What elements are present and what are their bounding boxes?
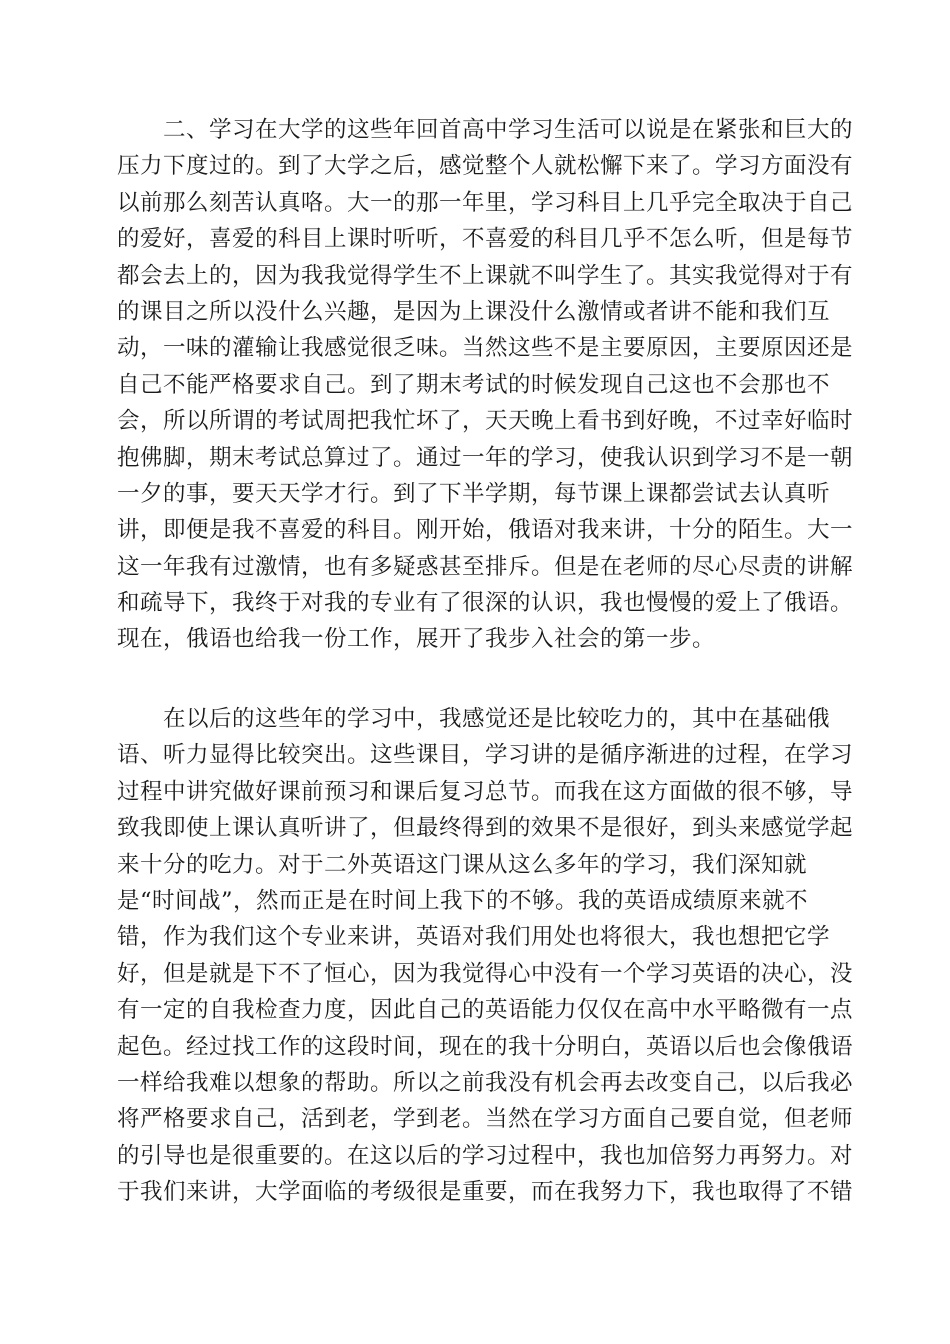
text-line: 有一定的自我检查力度，因此自己的英语能力仅仅在高中水平略微有一点	[117, 997, 854, 1024]
text-line: 一样给我难以想象的帮助。所以之前我没有机会再去改变自己，以后我必	[117, 1069, 854, 1096]
text-line: 压力下度过的。到了大学之后，感觉整个人就松懈下来了。学习方面没有	[117, 153, 854, 180]
paragraph-1	[117, 112, 854, 658]
text-line: 这一年我有过激情，也有多疑惑甚至排斥。但是在老师的尽心尽责的讲解	[117, 553, 854, 580]
text-line: 好，但是就是下不了恒心，因为我觉得心中没有一个学习英语的决心，没	[117, 960, 854, 987]
text-line: 致我即使上课认真听讲了，但最终得到的效果不是很好，到头来感觉学起	[117, 815, 854, 842]
text-line: 抱佛脚，期末考试总算过了。通过一年的学习，使我认识到学习不是一朝	[117, 444, 854, 471]
text-line: 语、听力显得比较突出。这些课目，学习讲的是循序渐进的过程，在学习	[117, 742, 854, 769]
text-line: 一夕的事，要天天学才行。到了下半学期，每节课上课都尝试去认真听	[117, 480, 831, 507]
text-line: 和疏导下，我终于对我的专业有了很深的认识，我也慢慢的爱上了俄语。	[117, 590, 854, 617]
text-line: 的课目之所以没什么兴趣，是因为上课没什么激情或者讲不能和我们互	[117, 298, 831, 325]
text-line: 以前那么刻苦认真咯。大一的那一年里，学习科目上几乎完全取决于自己	[117, 189, 854, 216]
text-line: 讲，即便是我不喜爱的科目。刚开始，俄语对我来讲，十分的陌生。大一	[117, 517, 854, 544]
text-line: 二、学习在大学的这些年回首高中学习生活可以说是在紧张和巨大的	[117, 117, 854, 143]
text-line: 会，所以所谓的考试周把我忙坏了，天天晚上看书到好晚，不过幸好临时	[117, 408, 854, 435]
text-line: 的爱好，喜爱的科目上课时听听，不喜爱的科目几乎不怎么听，但是每节	[117, 226, 854, 253]
text-line: 过程中讲究做好课前预习和课后复习总节。而我在这方面做的很不够，导	[117, 778, 854, 805]
text-line: 于我们来讲，大学面临的考级很是重要，而在我努力下，我也取得了不错	[117, 1179, 854, 1206]
text-line: 在以后的这些年的学习中，我感觉还是比较吃力的，其中在基础俄	[117, 706, 831, 732]
text-line: 来十分的吃力。对于二外英语这门课从这么多年的学习，我们深知就	[117, 851, 808, 878]
text-line: 错，作为我们这个专业来讲，英语对我们用处也将很大，我也想把它学	[117, 924, 831, 951]
text-line: 起色。经过找工作的这段时间，现在的我十分明白，英语以后也会像俄语	[117, 1033, 854, 1060]
text-line: 自己不能严格要求自己。到了期末考试的时候发现自己这也不会那也不	[117, 371, 831, 398]
text-line: 都会去上的，因为我我觉得学生不上课就不叫学生了。其实我觉得对于有	[117, 262, 854, 289]
text-line: 现在，俄语也给我一份工作，展开了我步入社会的第一步。	[117, 626, 716, 653]
text-line: 是“时间战”，然而正是在时间上我下的不够。我的英语成绩原来就不	[117, 887, 809, 914]
text-line: 动，一味的灌输让我感觉很乏味。当然这些不是主要原因，主要原因还是	[117, 335, 854, 362]
text-line: 的引导也是很重要的。在这以后的学习过程中，我也加倍努力再努力。对	[117, 1142, 854, 1169]
text-line: 将严格要求自己，活到老，学到老。当然在学习方面自己要自觉，但老师	[117, 1106, 854, 1133]
paragraph-2	[117, 701, 854, 1210]
